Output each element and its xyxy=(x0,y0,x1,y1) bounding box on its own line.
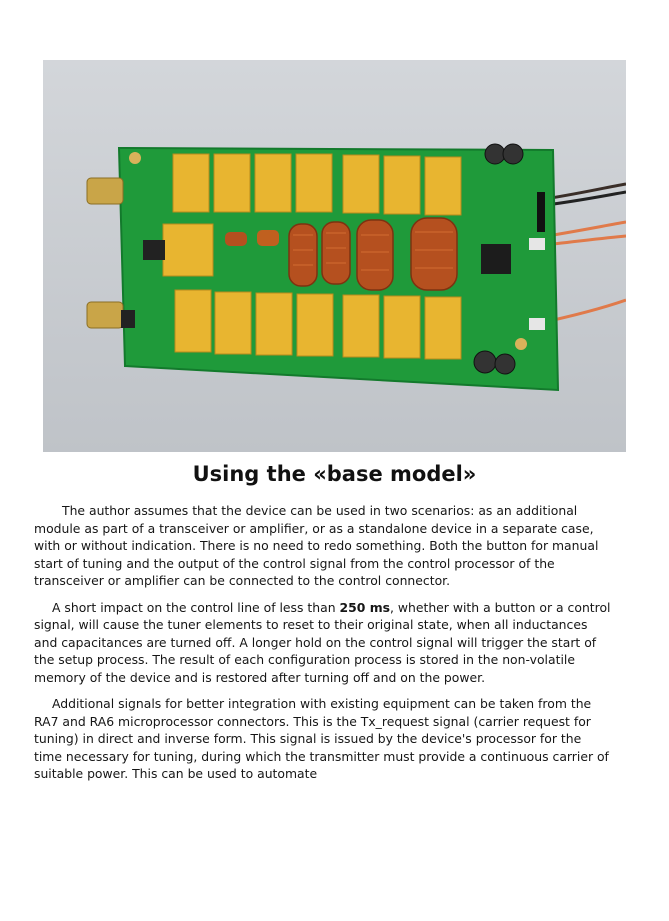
paragraph-2-text-after: , whether with a button or a control signal, will cause the tuner elements to reset to their original state, when all inductances and capacitances are turned off. A longer hold on the control signal will trigger the start of the setup process. The result of each configuration process is stored in the non-volatile memory of the device and is restored after turning off and on the power. xyxy=(34,599,611,685)
circuit-board-photo xyxy=(43,60,626,452)
circuit-board-illustration xyxy=(43,60,626,452)
paragraph-2-text-before: A short impact on the control line of less than xyxy=(52,599,340,615)
body-text xyxy=(34,502,612,792)
paragraph-2 xyxy=(34,599,612,687)
paragraph-1: The author assumes that the device can be used in two scenarios: as an additional module as part of a transceiver or amplifier, or as a standalone device in a separate case, with or without indication. There is no need to redo something. Both the button for manual start of tuning and the output of the control signal from the control processor of the transceiver or amplifier can be connected to the control connector. xyxy=(34,503,599,588)
paragraph-2-emphasis: 250 ms xyxy=(339,599,390,615)
section-heading: Using the «base model» xyxy=(192,462,477,486)
paragraph-3: Additional signals for better integration with existing equipment can be taken from the RA7 and RA6 microprocessor connectors. This is the Tx_request signal (carrier request for tuning) in direct and inverse form. This signal is issued by the device's processor for the time necessary for tuning, during which the transmitter must provide a continuous carrier of suitable power. This can be used to automate xyxy=(34,696,609,781)
